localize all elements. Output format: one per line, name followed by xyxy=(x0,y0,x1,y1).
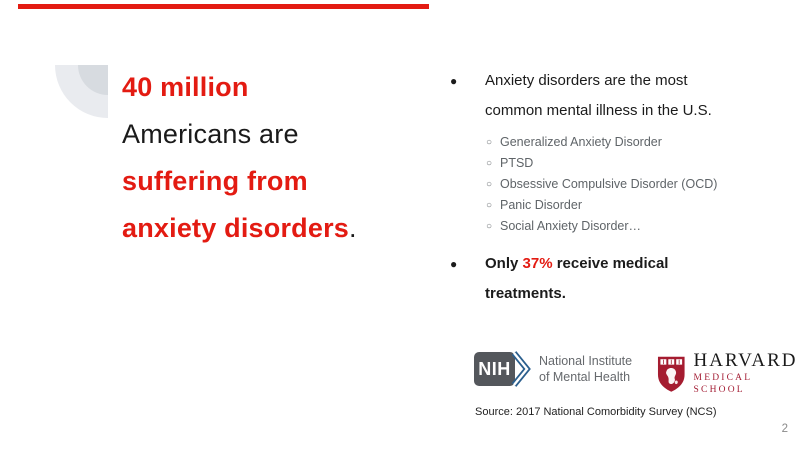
sub-bullet-item: ○ Generalized Anxiety Disorder xyxy=(486,132,760,153)
headline-line-2: Americans are xyxy=(122,119,299,149)
bullet-item-2 xyxy=(450,249,760,309)
nih-acronym: NIH xyxy=(478,358,511,379)
page-number: 2 xyxy=(781,423,788,435)
harvard-logo xyxy=(656,351,806,396)
bullet-icon: ● xyxy=(450,74,458,88)
headline-line-4: anxiety disorders. xyxy=(122,213,357,243)
sub-bullet-icon: ○ xyxy=(486,221,493,232)
sub-bullet-item: ○ Obsessive Compulsive Disorder (OCD) xyxy=(486,174,760,195)
bullet-item-1 xyxy=(450,66,760,126)
top-accent-bar xyxy=(18,4,429,9)
sub-bullet-item: ○ Social Anxiety Disorder… xyxy=(486,216,760,237)
harvard-name-block xyxy=(694,351,806,396)
harvard-name: HARVARD xyxy=(693,350,798,371)
nih-chevron-icon xyxy=(511,351,531,387)
harvard-subname: MEDICAL SCHOOL xyxy=(693,373,752,395)
nih-logo xyxy=(474,351,632,387)
sub-bullet-list xyxy=(486,132,760,237)
bullet-1-text: Anxiety disorders are the most common mental illness in the U.S. xyxy=(485,72,712,119)
sub-bullet-icon: ○ xyxy=(486,158,493,169)
quarter-circle-decoration xyxy=(55,65,108,118)
source-citation: Source: 2017 National Comorbidity Survey (NCS) xyxy=(475,406,717,418)
nih-logo-box xyxy=(474,352,515,386)
bullet-list xyxy=(450,66,760,309)
sub-bullet-item: ○ PTSD xyxy=(486,153,760,174)
bullet-2-text: Only 37% receive medical treatments. xyxy=(485,255,669,302)
sub-bullet-icon: ○ xyxy=(486,179,493,190)
sub-bullet-item: ○ Panic Disorder xyxy=(486,195,760,216)
headline-line-3: suffering from xyxy=(122,166,308,196)
bullet-icon: ● xyxy=(450,257,458,271)
highlight-37-percent: 37% xyxy=(522,255,553,272)
headline xyxy=(122,64,357,252)
nih-name: National Institute of Mental Health xyxy=(539,354,633,384)
sub-bullet-icon: ○ xyxy=(486,137,493,148)
headline-line-1: 40 million xyxy=(122,72,249,102)
sub-bullet-icon: ○ xyxy=(486,200,493,211)
harvard-shield-icon xyxy=(656,355,687,393)
